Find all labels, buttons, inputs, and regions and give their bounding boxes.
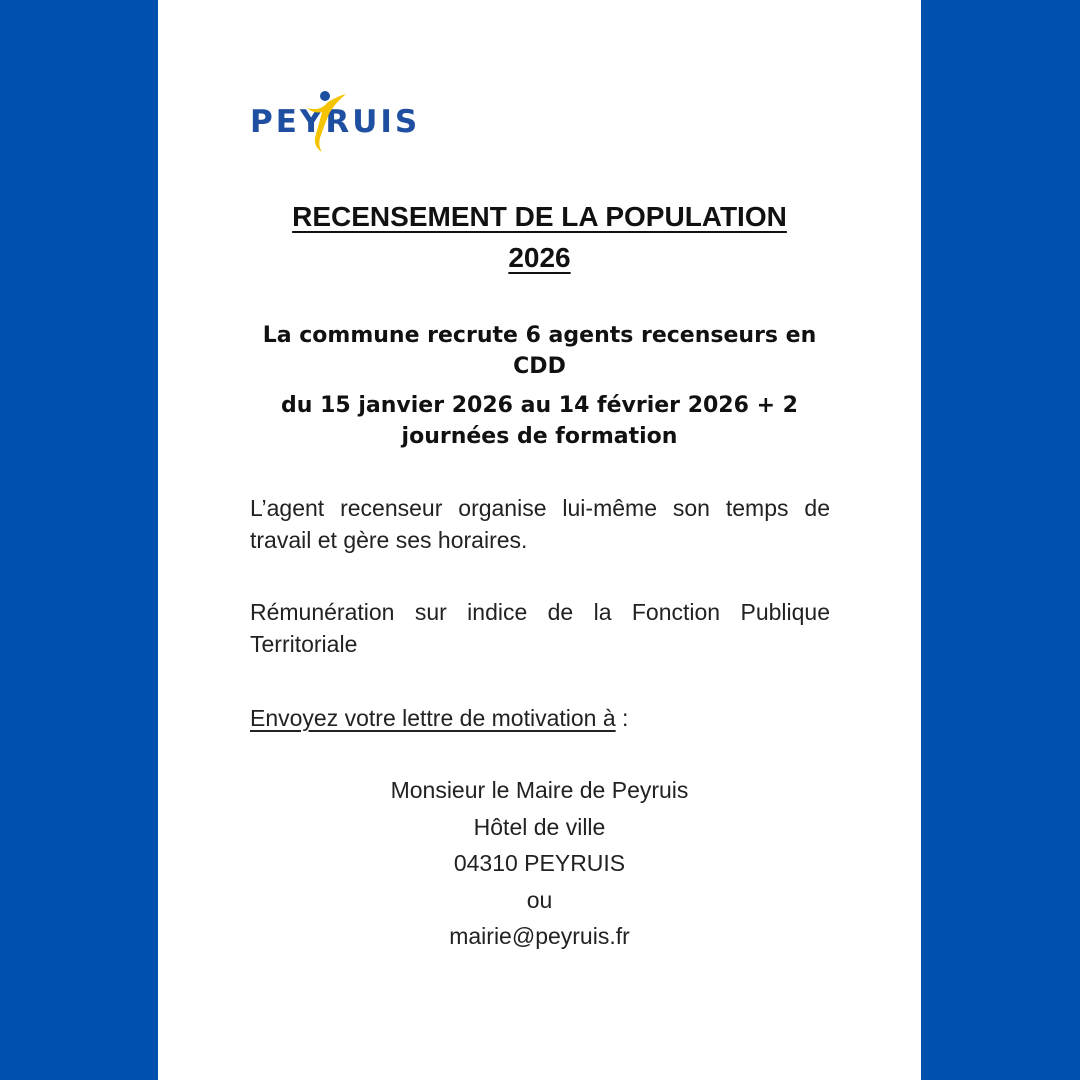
application-suffix: : [615, 705, 629, 731]
title-line-2: 2026 [508, 241, 571, 273]
recruitment-announcement: La commune recrute 6 agents recenseurs en CDD [262, 323, 817, 379]
logo-text: PEYRUIS [250, 104, 421, 140]
organisation-paragraph: L’agent recenseur organise lui-même son temps de travail et gère ses horaires. [250, 495, 830, 553]
contract-period: du 15 janvier 2026 au 14 février 2026 + 2 journées de formation [281, 393, 798, 449]
title-line-1: RECENSEMENT DE LA POPULATION [292, 201, 787, 232]
application-instruction [250, 702, 830, 734]
page-title [158, 197, 921, 278]
address-city: 04310 PEYRUIS [453, 850, 626, 877]
poster-sheet [158, 0, 921, 1080]
application-label: Envoyez votre lettre de motivation à [250, 705, 616, 731]
logo-figure-head-icon [320, 91, 330, 101]
address-or: ou [526, 886, 553, 913]
address-building: Hôtel de ville [473, 813, 606, 840]
peyruis-logo [250, 88, 450, 158]
contact-email[interactable]: mairie@peyruis.fr [449, 923, 630, 950]
remuneration-paragraph: Rémunération sur indice de la Fonction Publique Territoriale [250, 599, 830, 657]
address-recipient: Monsieur le Maire de Peyruis [390, 777, 689, 803]
mailing-address [158, 772, 921, 955]
